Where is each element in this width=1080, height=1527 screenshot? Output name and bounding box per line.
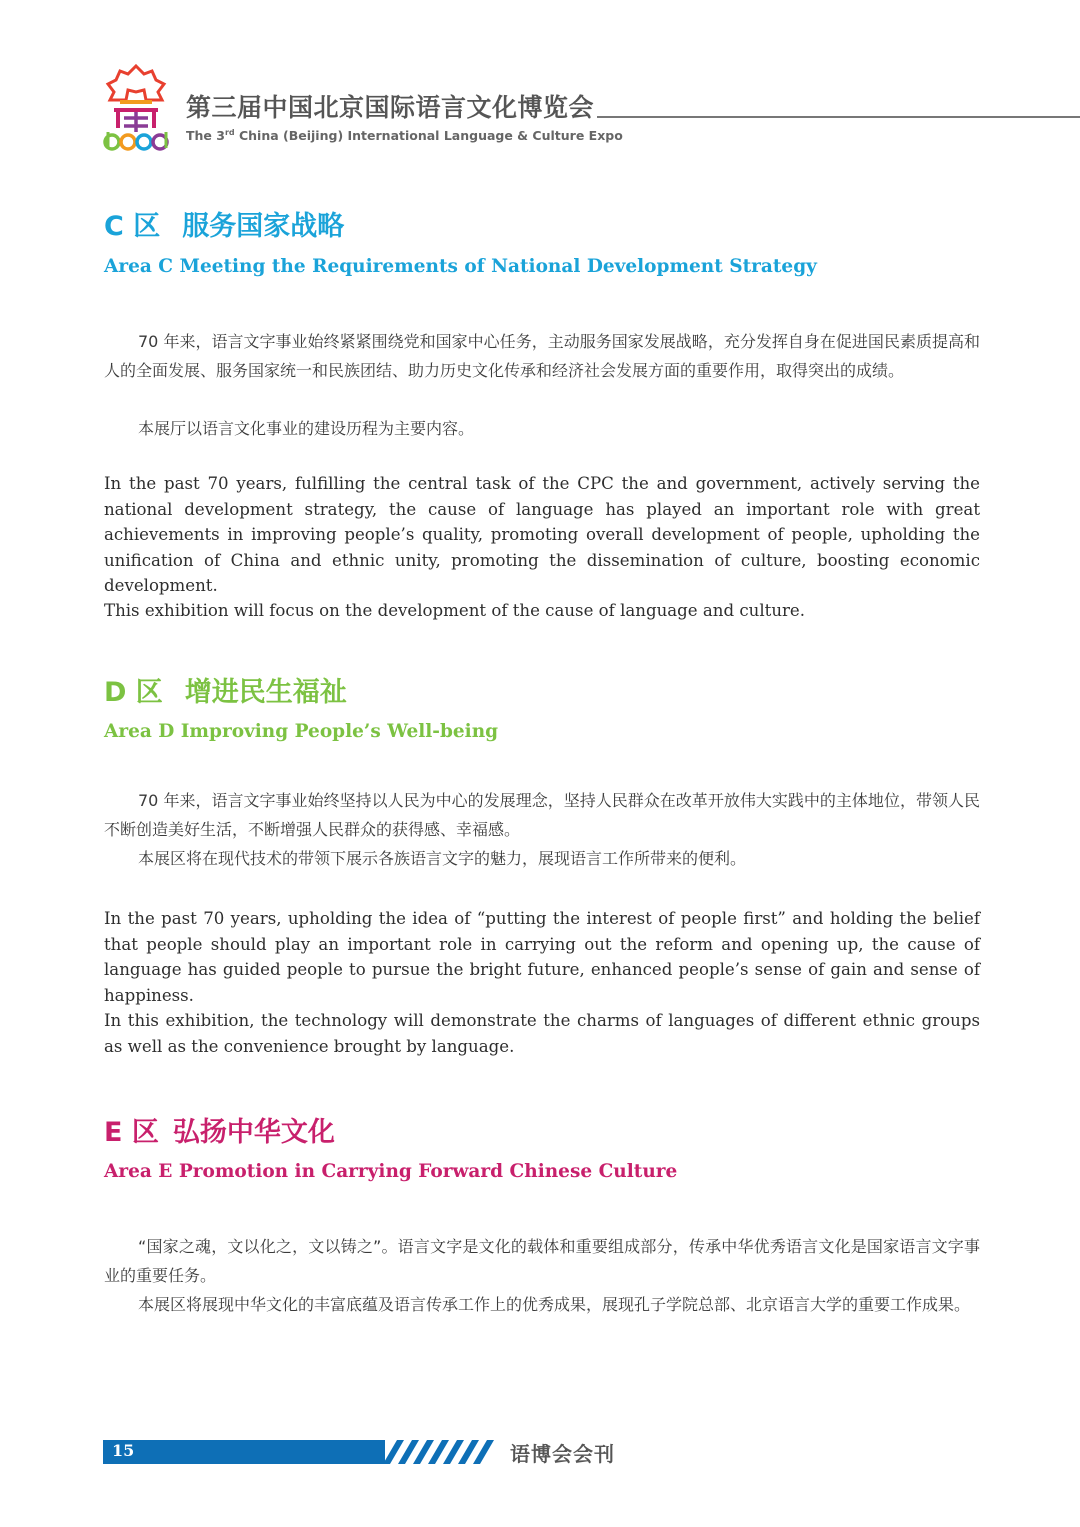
zh-paragraph: 本展区将在现代技术的带领下展示各族语言文字的魅力，展现语言工作所带来的便利。: [138, 849, 747, 868]
zh-paragraph: 70 年来，语言文字事业始终紧紧围绕党和国家中心任务，主动服务国家发展战略，充分发挥自身在促进国民素质提高和人的全面发展、服务国家统一和民族团结、助力历史文化传承和经济社会发展方面的重要作用，取得突出的成绩。: [104, 332, 980, 380]
zh-paragraph: “国家之魂，文以化之，文以铸之”。语言文字是文化的载体和重要组成部分，传承中华优秀语言文化是国家语言文字事业的重要任务。: [104, 1237, 980, 1285]
section-area-c: [104, 204, 980, 624]
footer-bar: [103, 1440, 385, 1464]
expo-title-zh: 第三届中国北京国际语言文化博览会: [186, 93, 595, 122]
zh-paragraph: 本展厅以语言文化事业的建设历程为主要内容。: [138, 419, 475, 438]
stripes-decoration: [373, 1440, 501, 1464]
section-area-e: [104, 1110, 980, 1350]
page-number: 15: [112, 1441, 135, 1460]
section-title: C 区 服务国家战略: [104, 211, 345, 242]
expo-logo: [100, 62, 172, 154]
page-footer: [103, 1440, 633, 1466]
section-title: E 区 弘扬中华文化: [104, 1117, 335, 1148]
page-header: [100, 62, 1080, 157]
section-title: D 区 增进民生福祉: [104, 677, 347, 708]
header-divider: [597, 116, 1080, 118]
en-paragraph: This exhibition will focus on the development of the cause of language and culture.: [104, 601, 806, 620]
en-paragraph: In the past 70 years, fulfilling the central task of the CPC the and government, actively serving the national development strategy, the cause of language has played an important role with great achievements in improving people’s quality, promoting overall development of people, upholding the unification of China and ethnic unity, promoting the dissemination of culture, boosting economic development.: [104, 474, 980, 595]
publication-title: 语博会会刊: [510, 1442, 615, 1466]
section-subtitle: Area E Promotion in Carrying Forward Chinese Culture: [104, 1161, 678, 1182]
expo-title-en: The 3rd China (Beijing) International Language & Culture Expo: [186, 128, 623, 144]
section-subtitle: Area D Improving People’s Well-being: [104, 721, 499, 742]
en-paragraph: In this exhibition, the technology will demonstrate the charms of languages of different ethnic groups as well as the convenience brought by language.: [104, 1011, 980, 1056]
section-area-d: [104, 670, 980, 1060]
en-paragraph: In the past 70 years, upholding the idea of “putting the interest of people first” and holding the belief that people should play an important role in carrying out the reform and opening up, the cause of language has guided people to pursue the bright future, enhanced people’s sense of gain and sense of happiness.: [104, 909, 980, 1005]
zh-paragraph: 本展区将展现中华文化的丰富底蕴及语言传承工作上的优秀成果，展现孔子学院总部、北京语言大学的重要工作成果。: [138, 1295, 971, 1314]
zh-paragraph: 70 年来，语言文字事业始终坚持以人民为中心的发展理念，坚持人民群众在改革开放伟大实践中的主体地位，带领人民不断创造美好生活，不断增强人民群众的获得感、幸福感。: [104, 791, 980, 839]
section-subtitle: Area C Meeting the Requirements of National Development Strategy: [104, 256, 817, 277]
